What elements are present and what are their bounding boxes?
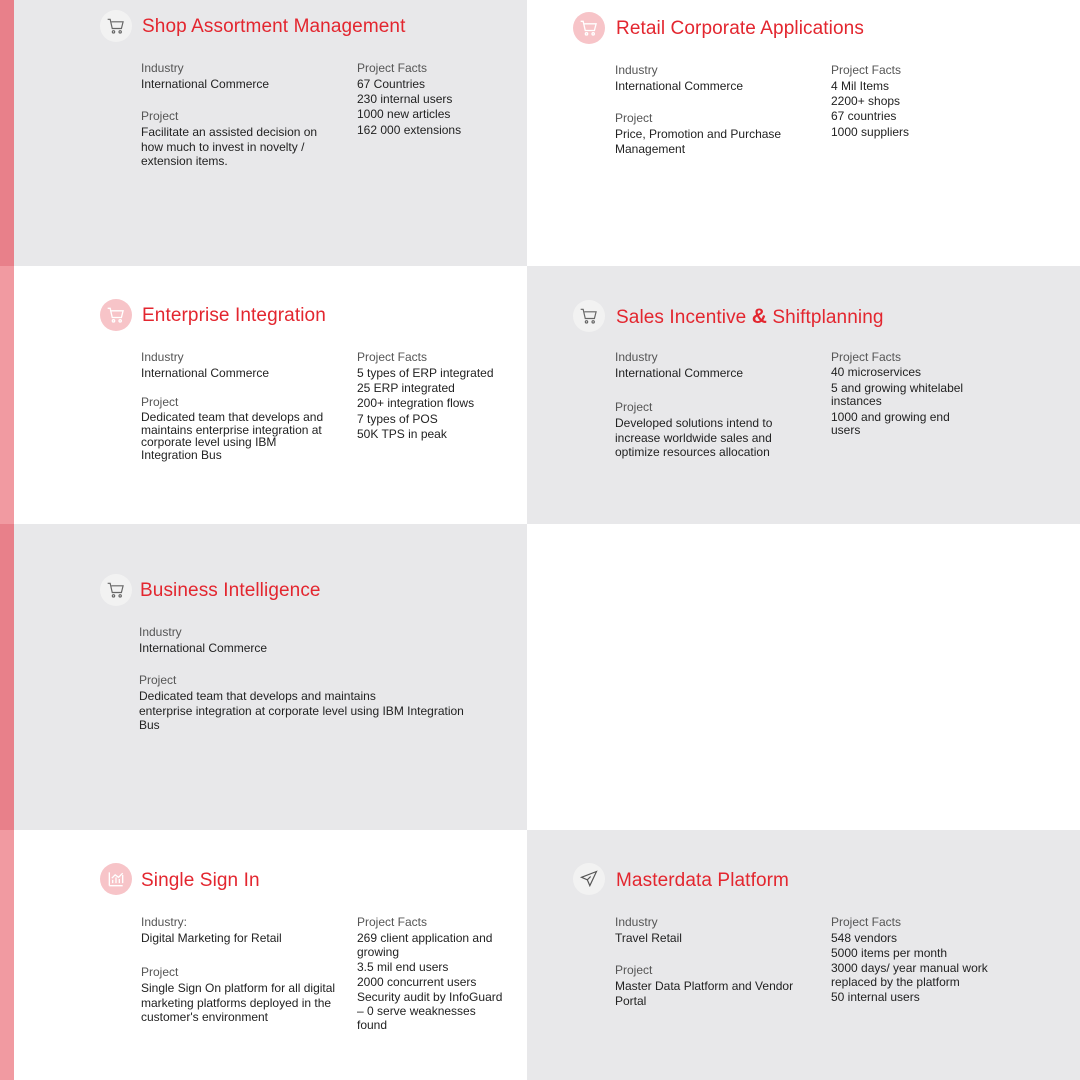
facts-label: Project Facts bbox=[831, 63, 902, 77]
project-card-masterdata bbox=[527, 830, 1080, 1080]
card-title: Retail Corporate Applications bbox=[616, 18, 864, 39]
industry-label: Industry: bbox=[141, 915, 188, 929]
project-label: Project bbox=[615, 111, 653, 125]
facts-label: Project Facts bbox=[831, 350, 902, 364]
project-description: Developed solutions intend to increase worldwide sales and optimize resources allocation bbox=[615, 416, 773, 459]
fact-item: 25 ERP integrated bbox=[357, 381, 455, 396]
industry-label: Industry bbox=[615, 915, 658, 929]
facts-list bbox=[357, 931, 507, 1032]
fact-item: 5 types of ERP integrated bbox=[357, 366, 494, 380]
side-stripe bbox=[0, 830, 14, 1080]
industry-label: Industry bbox=[139, 625, 182, 639]
project-card-business-intelligence bbox=[14, 524, 527, 830]
project-description: Master Data Platform and Vendor Portal bbox=[615, 979, 794, 1008]
industry-label: Industry bbox=[141, 350, 184, 364]
project-card-single-sign-in bbox=[14, 830, 527, 1080]
shopping-cart-icon bbox=[100, 574, 132, 606]
card-title: Sales Incentive & Shiftplanning bbox=[616, 305, 884, 328]
project-description: Dedicated team that develops and maintains enterprise integration at corporate level using IBM Integration Bus bbox=[139, 689, 464, 732]
facts-list bbox=[831, 931, 1001, 1004]
industry-label: Industry bbox=[615, 350, 658, 364]
fact-item: 548 vendors bbox=[831, 931, 898, 945]
fact-item: 230 internal users bbox=[357, 92, 453, 107]
project-label: Project bbox=[615, 400, 653, 414]
shopping-cart-icon bbox=[573, 300, 605, 332]
shopping-cart-icon bbox=[100, 10, 132, 42]
facts-label: Project Facts bbox=[357, 61, 428, 75]
fact-item: 5000 items per month bbox=[831, 946, 948, 960]
project-label: Project bbox=[141, 395, 179, 409]
facts-list bbox=[831, 366, 981, 438]
shopping-cart-icon bbox=[573, 12, 605, 44]
industry-value: International Commerce bbox=[615, 79, 744, 93]
industry-value: International Commerce bbox=[615, 366, 744, 380]
project-label: Project bbox=[141, 965, 179, 979]
fact-item: 3.5 mil end users bbox=[357, 960, 449, 974]
fact-item: 50K TPS in peak bbox=[357, 426, 447, 441]
industry-label: Industry bbox=[141, 61, 184, 75]
fact-item: 67 countries bbox=[831, 109, 897, 124]
fact-item: 1000 and growing end users bbox=[831, 409, 950, 437]
industry-value: International Commerce bbox=[139, 641, 268, 655]
industry-value: Travel Retail bbox=[615, 931, 682, 945]
fact-item: 1000 suppliers bbox=[831, 124, 910, 139]
fact-item: 7 types of POS bbox=[357, 411, 438, 426]
bar-chart-icon bbox=[100, 863, 132, 895]
card-title: Single Sign In bbox=[141, 870, 260, 891]
fact-item: 2000 concurrent users bbox=[357, 975, 477, 989]
fact-item: 50 internal users bbox=[831, 990, 920, 1004]
fact-item: 67 Countries bbox=[357, 77, 426, 91]
fact-item: 200+ integration flows bbox=[357, 396, 475, 411]
card-title: Enterprise Integration bbox=[142, 305, 326, 326]
project-label: Project bbox=[139, 673, 177, 687]
card-title: Masterdata Platform bbox=[616, 870, 789, 891]
industry-value: International Commerce bbox=[141, 77, 270, 91]
card-title: Business Intelligence bbox=[140, 580, 321, 601]
project-description: Dedicated team that develops and maintains enterprise integration at corporate level using IBM Integration Bus bbox=[141, 410, 324, 462]
facts-list bbox=[831, 79, 909, 140]
fact-item: 4 Mil Items bbox=[831, 79, 890, 93]
airplane-icon bbox=[573, 863, 605, 895]
side-stripe bbox=[0, 266, 14, 524]
fact-item: 269 client application and growing bbox=[357, 931, 493, 959]
project-description: Single Sign On platform for all digital marketing platforms deployed in the customer's environment bbox=[141, 981, 336, 1024]
project-label: Project bbox=[141, 109, 179, 123]
empty-panel bbox=[527, 524, 1080, 830]
side-stripe bbox=[0, 0, 14, 266]
fact-item: 162 000 extensions bbox=[357, 122, 462, 137]
industry-value: International Commerce bbox=[141, 366, 270, 380]
project-card-sales-incentive bbox=[527, 266, 1080, 524]
fact-item: 5 and growing whitelabel instances bbox=[831, 380, 964, 408]
facts-list bbox=[357, 366, 494, 442]
industry-label: Industry bbox=[615, 63, 658, 77]
facts-label: Project Facts bbox=[831, 915, 902, 929]
project-description: Facilitate an assisted decision on how much to invest in novelty / extension items. bbox=[141, 125, 318, 168]
industry-value: Digital Marketing for Retail bbox=[141, 931, 282, 945]
fact-item: 2200+ shops bbox=[831, 94, 901, 109]
facts-label: Project Facts bbox=[357, 350, 428, 364]
fact-item: 3000 days/ year manual work replaced by the platform bbox=[831, 961, 988, 989]
side-stripe bbox=[0, 524, 14, 830]
project-card-enterprise-integration bbox=[14, 266, 527, 524]
ampersand: & bbox=[751, 305, 767, 328]
facts-list bbox=[357, 77, 461, 138]
fact-item: 40 microservices bbox=[831, 365, 922, 379]
project-card-shop-assortment bbox=[14, 0, 527, 266]
shopping-cart-icon bbox=[100, 299, 132, 331]
card-title: Shop Assortment Management bbox=[142, 16, 406, 37]
facts-label: Project Facts bbox=[357, 915, 428, 929]
fact-item: Security audit by InfoGuard – 0 serve weaknesses found bbox=[357, 990, 503, 1032]
project-card-retail-corporate bbox=[527, 0, 1080, 266]
fact-item: 1000 new articles bbox=[357, 107, 451, 122]
project-description: Price, Promotion and Purchase Management bbox=[615, 127, 782, 156]
project-label: Project bbox=[615, 963, 653, 977]
